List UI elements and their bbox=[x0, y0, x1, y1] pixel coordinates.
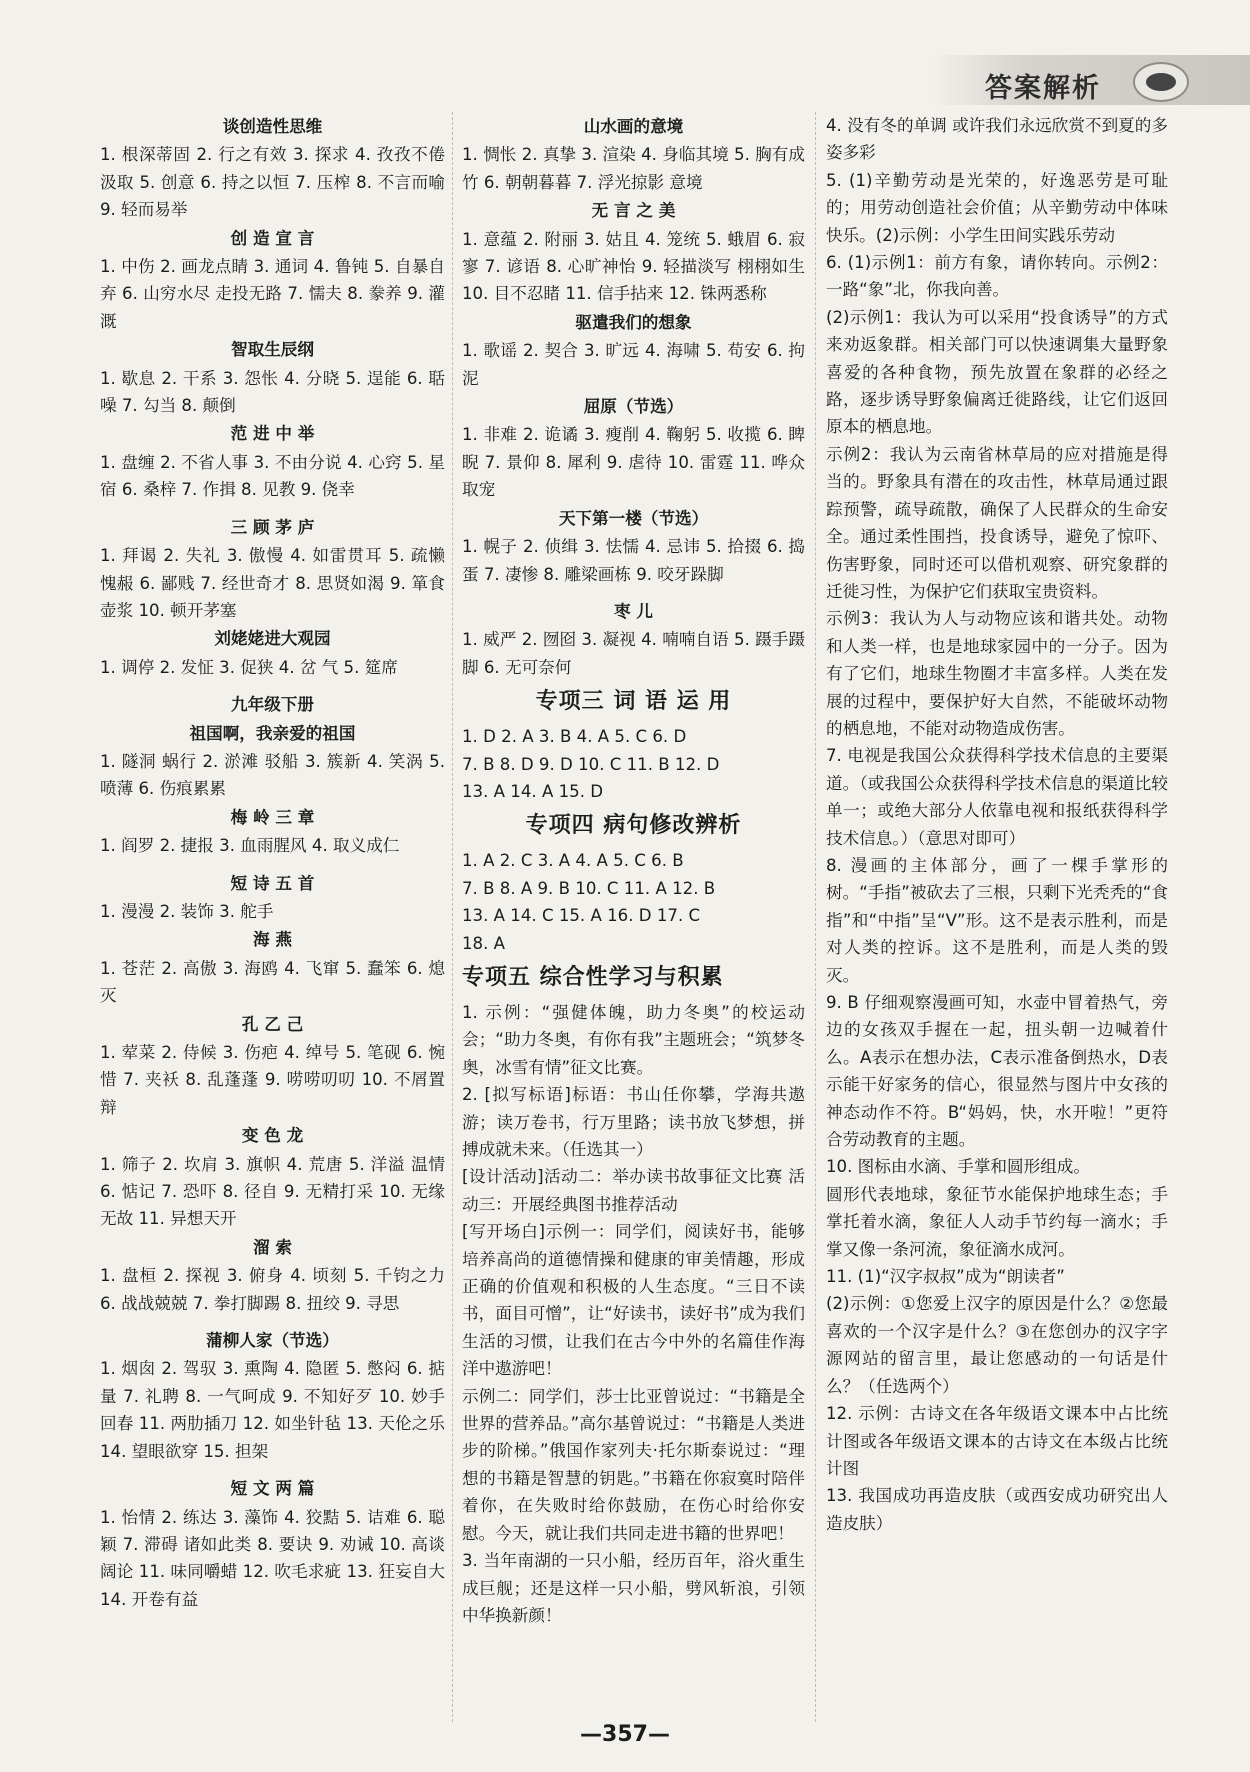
answer-item: [设计活动]活动二：举办读书故事征文比赛 活动三：开展经典图书推荐活动 bbox=[462, 1167, 805, 1214]
answer-item: 1. 漫漫 2. 装饰 3. 舵手 bbox=[100, 901, 274, 921]
answer-item: 1. 筛子 2. 坎肩 3. 旗帜 4. 荒唐 5. 洋溢 温情 6. 惦记 7. 恐吓 8. 径自 9. 无精打采 10. 无缘无故 11. 异想天开 bbox=[100, 1154, 445, 1229]
section-title: 天下第一楼（节选） bbox=[558, 508, 709, 528]
answer-item: 7. B 8. A 9. B 10. C 11. A 12. B bbox=[462, 878, 716, 898]
book-logo-icon bbox=[1133, 62, 1189, 102]
spacer bbox=[100, 504, 445, 513]
column-middle bbox=[462, 112, 805, 1629]
section-title: 三 顾 茅 庐 bbox=[230, 517, 315, 537]
column-left bbox=[100, 112, 445, 1613]
section-title: 驱遣我们的想象 bbox=[575, 312, 692, 332]
answer-item: [写开场白]示例一：同学们，阅读好书，能够培养高尚的道德情操和健康的审美情趣，形成正确的价值观和积极的人生态度。“三日不读书，面目可憎”，让“好读书，读好书”成为我们生活的习惯，让我们在古今中外的名篇佳作海洋中遨游吧！ bbox=[462, 1222, 805, 1379]
answer-item: 1. 歇息 2. 干系 3. 怨怅 4. 分晓 5. 逞能 6. 聒噪 7. 勾当 8. 颠倒 bbox=[100, 368, 445, 416]
answer-item: 1. 示例：“强健体魄，助力冬奥”的校运动会；“助力冬奥，有你有我”主题班会；“筑梦冬奥，冰雪有情”征文比赛。 bbox=[462, 1002, 805, 1077]
answer-item: 1. 意蕴 2. 附丽 3. 姑且 4. 笼统 5. 蛾眉 6. 寂寥 7. 谚语 8. 心旷神怡 9. 轻描淡写 栩栩如生 10. 目不忍睹 11. 信手拈来 12. 铢两悉称 bbox=[462, 229, 805, 304]
topic-heading: 专项四 病句修改辨析 bbox=[525, 813, 742, 839]
section-title: 海 燕 bbox=[253, 930, 292, 950]
answer-item: 1. A 2. C 3. A 4. A 5. C 6. B bbox=[462, 851, 684, 871]
answer-item: 1. 拜谒 2. 失礼 3. 傲慢 4. 如雷贯耳 5. 疏懒 愧赧 6. 鄙贱 7. 经世奇才 8. 思贤如渴 9. 箪食壶浆 10. 顿开茅塞 bbox=[100, 546, 445, 620]
spacer bbox=[100, 681, 445, 690]
column-divider bbox=[815, 112, 817, 1722]
answer-item: 9. B 仔细观察漫画可知，水壶中冒着热气，旁边的女孩双手握在一起，扭头朝一边喊着什么。A表示在想办法，C表示准备倒热水，D表示能干好家务的信心，很显然与图片中女孩的神态动作不符。B“妈妈，快，水开啦！”更符合劳动教育的主题。 bbox=[826, 993, 1168, 1150]
answer-item: 11. (1)“汉字叔叔”成为“朗读者” bbox=[826, 1267, 1065, 1287]
answer-item: 示例二：同学们，莎士比亚曾说过：“书籍是全世界的营养品。”高尔基曾说过：“书籍是人类进步的阶梯。”俄国作家列夫·托尔斯泰说过：“理想的书籍是智慧的钥匙。”书籍在你寂寞时陪伴着你，在失败时给你鼓励，在伤心时给你安慰。今天，就让我们共同走进书籍的世界吧！ bbox=[462, 1386, 805, 1543]
answer-item: 8. 漫画的主体部分，画了一棵手掌形的树。“手指”被砍去了三根，只剩下光秃秃的“食指”和“中指”呈“V”形。这不是表示胜利，而是对人类的控诉。这不是胜利，而是人类的毁灭。 bbox=[826, 855, 1168, 985]
section-title: 孔 乙 己 bbox=[241, 1014, 304, 1034]
answer-item: 1. 盘桓 2. 探视 3. 俯身 4. 顷刻 5. 千钧之力 6. 战战兢兢 7. 拳打脚踢 8. 扭绞 9. 寻思 bbox=[100, 1266, 445, 1313]
section-title: 梅 岭 三 章 bbox=[230, 807, 315, 827]
answer-item: 4. 没有冬的单调 或许我们永远欣赏不到夏的多姿多彩 bbox=[826, 116, 1168, 163]
answer-item: 12. 示例：古诗文在各年级语文课本中占比统计图或各年级语文课本的古诗文在本级占比统计图 bbox=[826, 1404, 1168, 1478]
answer-item: 1. 烟囱 2. 驾驭 3. 熏陶 4. 隐匿 5. 憋闷 6. 掂量 7. 礼聘 8. 一气呵成 9. 不知好歹 10. 妙手回春 11. 两肋插刀 12. 如坐针毡 13. 天伦之乐 14. 望眼欲穿 15. 担架 bbox=[100, 1359, 445, 1461]
answer-item: 13. A 14. A 15. D bbox=[462, 781, 604, 801]
answer-item: 7. 电视是我国公众获得科学技术信息的主要渠道。（或我国公众获得科学技术信息的渠道比较单一；或绝大部分人依靠电视和报纸获得科学技术信息。）（意思对即可） bbox=[826, 746, 1168, 848]
answer-item: 3. 当年南湖的一只小船，经历百年，浴火重生成巨舰；还是这样一只小船，劈风斩浪，引领中华换新颜！ bbox=[462, 1551, 805, 1625]
topic-heading: 专项五 综合性学习与积累 bbox=[462, 964, 724, 990]
section-title: 山水画的意境 bbox=[583, 117, 684, 136]
section-title: 刘姥姥进大观园 bbox=[214, 629, 331, 649]
section-title: 九年级下册 bbox=[231, 695, 314, 715]
answer-item: (2)示例1：我认为可以采用“投食诱导”的方式来劝返象群。相关部门可以快速调集大量野象喜爱的各种食物，预先放置在象群的必经之路，逐步诱导野象偏离迁徙路线，让它们返回原本的栖息地。 bbox=[826, 307, 1168, 437]
topic-heading: 专项三 词 语 运 用 bbox=[535, 689, 732, 715]
page-number: —357— bbox=[580, 1722, 670, 1747]
header-title: 答案解析 bbox=[985, 73, 1101, 104]
section-title: 短 文 两 篇 bbox=[230, 1479, 315, 1499]
answer-item: 1. 盘缠 2. 不省人事 3. 不由分说 4. 心窍 5. 星宿 6. 桑梓 7. 作揖 8. 见教 9. 侥幸 bbox=[100, 452, 445, 500]
answer-item: 1. 怡情 2. 练达 3. 藻饰 4. 狡黠 5. 诘难 6. 聪颖 7. 滞碍 诸如此类 8. 要诀 9. 劝诫 10. 高谈阔论 11. 味同嚼蜡 12. 吹毛求疵 13. 狂妄自大 14. 开卷有益 bbox=[100, 1507, 445, 1609]
section-title: 祖国啊，我亲爱的祖国 bbox=[189, 723, 356, 743]
spacer bbox=[462, 588, 805, 597]
section-title: 短 诗 五 首 bbox=[230, 873, 315, 893]
answer-item: 1. 幌子 2. 侦缉 3. 怯懦 4. 忌讳 5. 拾掇 6. 捣蛋 7. 凄惨 8. 雕梁画栋 9. 咬牙跺脚 bbox=[462, 537, 805, 584]
answer-item: 1. 惆怅 2. 真挚 3. 渲染 4. 身临其境 5. 胸有成竹 6. 朝朝暮暮 7. 浮光掠影 意境 bbox=[462, 145, 805, 192]
answer-item: 13. 我国成功再造皮肤（或西安成功研究出人造皮肤） bbox=[826, 1486, 1168, 1533]
section-title: 屈原（节选） bbox=[583, 397, 684, 417]
section-title: 变 色 龙 bbox=[241, 1126, 304, 1146]
section-title: 谈创造性思维 bbox=[222, 117, 323, 136]
section-title: 溜 索 bbox=[253, 1237, 292, 1257]
section-title: 蒲柳人家（节选） bbox=[206, 1331, 339, 1351]
answer-item: 10. 图标由水滴、手掌和圆形组成。 bbox=[826, 1157, 1090, 1177]
answer-item: (2)示例：①您爱上汉字的原因是什么？②您最喜欢的一个汉字是什么？③在您创办的汉字字源网站的留言里，最让您感动的一句话是什么？（任选两个） bbox=[826, 1294, 1168, 1396]
column-right bbox=[826, 112, 1168, 1537]
answer-item: 示例2：我认为云南省林草局的应对措施是得当的。野象具有潜在的攻击性，林草局通过跟踪预警，疏导疏散，确保了人民群众的生命安全。通过柔性围挡，投食诱导，避免了惊吓、伤害野象，同时还可以借机观察、研究象群的迁徙习性，为保护它们获取宝贵资料。 bbox=[826, 444, 1168, 601]
section-title: 枣 儿 bbox=[614, 601, 653, 621]
answer-item: 1. 中伤 2. 画龙点睛 3. 通词 4. 鲁钝 5. 自暴自弃 6. 山穷水尽 走投无路 7. 懦夫 8. 豢养 9. 灌溉 bbox=[100, 257, 445, 331]
answer-item: 7. B 8. D 9. D 10. C 11. B 12. D bbox=[462, 754, 720, 774]
column-divider bbox=[452, 112, 454, 1722]
section-title: 智取生辰纲 bbox=[231, 340, 314, 360]
answer-item: 1. 调停 2. 发怔 3. 促狭 4. 岔 气 5. 筵席 bbox=[100, 657, 398, 677]
answer-item: 1. 威严 2. 囫囵 3. 凝视 4. 喃喃自语 5. 蹑手蹑脚 6. 无可奈何 bbox=[462, 630, 805, 677]
spacer bbox=[100, 860, 445, 869]
answer-item: 示例3：我认为人与动物应该和谐共处。动物和人类一样，也是地球家园中的一分子。因为有了它们，地球生物圈才丰富多样。人类在发展的过程中，要保护好大自然，不能破坏动物的栖息地，不能对动物造成伤害。 bbox=[826, 609, 1168, 738]
answer-item: 1. 非难 2. 诡谲 3. 瘦削 4. 鞠躬 5. 收揽 6. 睥睨 7. 景仰 8. 犀利 9. 虐待 10. 雷霆 11. 哗众取宠 bbox=[462, 425, 805, 500]
answer-item: 5. (1)辛勤劳动是光荣的，好逸恶劳是可耻的；用劳动创造社会价值；从辛勤劳动中体味快乐。(2)示例：小学生田间实践乐劳动 bbox=[826, 170, 1168, 245]
answer-item: 2. [拟写标语]标语：书山任你攀，学海共遨游；读万卷书，行万里路；读书放飞梦想，拼搏成就未来。（任选其一） bbox=[462, 1085, 805, 1159]
answer-item: 1. 根深蒂固 2. 行之有效 3. 探求 4. 孜孜不倦 汲取 5. 创意 6. 持之以恒 7. 压榨 8. 不言而喻 9. 轻而易举 bbox=[100, 145, 445, 220]
answer-item: 1. 隧洞 蜗行 2. 淤滩 驳船 3. 簇新 4. 笑涡 5. 喷薄 6. 伤痕累累 bbox=[100, 751, 445, 799]
answer-item: 1. 阎罗 2. 捷报 3. 血雨腥风 4. 取义成仁 bbox=[100, 836, 400, 856]
spacer bbox=[100, 1465, 445, 1474]
section-title: 创 造 宣 言 bbox=[230, 228, 315, 248]
section-title: 无 言 之 美 bbox=[591, 201, 676, 221]
answer-item: 1. 荤菜 2. 侍候 3. 伤疤 4. 绰号 5. 笔砚 6. 惋惜 7. 夹袄 8. 乱蓬蓬 9. 唠唠叨叨 10. 不屑置辩 bbox=[100, 1043, 445, 1117]
answer-item: 圆形代表地球，象征节水能保护地球生态；手掌托着水滴，象征人人动手节约每一滴水；手掌又像一条河流，象征滴水成河。 bbox=[826, 1184, 1168, 1259]
answer-item: 18. A bbox=[462, 933, 506, 953]
answer-item: 6. (1)示例1：前方有象，请你转向。示例2：一路“象”北，你我向善。 bbox=[826, 253, 1168, 300]
spacer bbox=[100, 1317, 445, 1326]
answer-item: 1. 歌谣 2. 契合 3. 旷远 4. 海啸 5. 苟安 6. 拘泥 bbox=[462, 341, 805, 388]
answer-item: 1. D 2. A 3. B 4. A 5. C 6. D bbox=[462, 727, 687, 747]
answer-item: 1. 苍茫 2. 高傲 3. 海鸥 4. 飞窜 5. 蠢笨 6. 熄灭 bbox=[100, 958, 445, 1006]
answer-item: 13. A 14. C 15. A 16. D 17. C bbox=[462, 906, 701, 926]
section-title: 范 进 中 举 bbox=[230, 424, 315, 444]
